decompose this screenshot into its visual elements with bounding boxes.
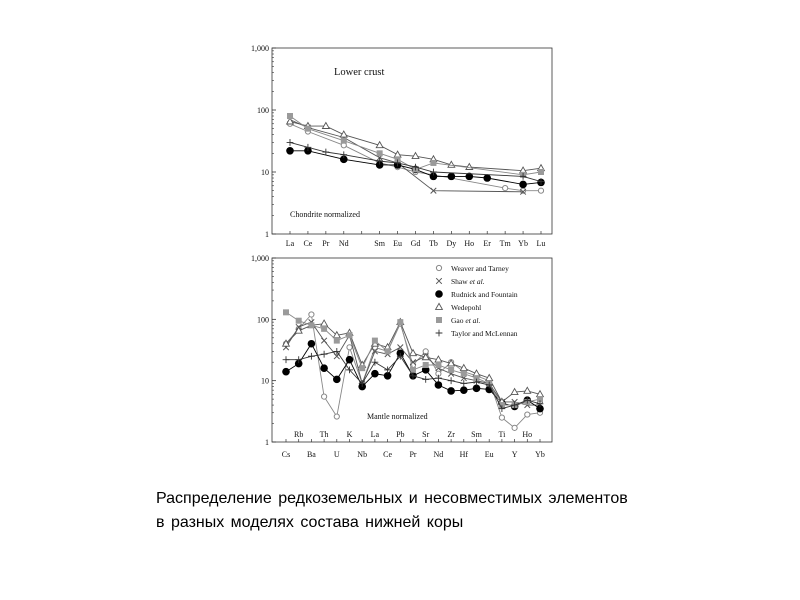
x-tick-label: Ba bbox=[306, 450, 316, 459]
data-point-shaw-et-al bbox=[321, 338, 327, 344]
data-point-gao-et-al bbox=[283, 309, 289, 315]
x-tick-label: Tm bbox=[499, 239, 511, 248]
x-tick-label: Tb bbox=[428, 239, 438, 248]
data-point-wedepohl bbox=[410, 350, 417, 356]
x-tick-label: Th bbox=[319, 430, 329, 439]
data-point-rudnick-and-fountain bbox=[448, 173, 456, 181]
x-tick-label: Rb bbox=[294, 430, 304, 439]
data-point-rudnick-and-fountain bbox=[460, 386, 468, 394]
data-point-taylor-and-mclennan bbox=[308, 353, 315, 360]
x-tick-label: Ho bbox=[522, 430, 533, 439]
data-point-weaver-and-tarney bbox=[499, 415, 504, 420]
y-tick-label: 100 bbox=[257, 315, 269, 325]
x-tick-label: Pr bbox=[409, 450, 417, 459]
x-tick-label: K bbox=[346, 430, 353, 439]
data-point-rudnick-and-fountain bbox=[286, 147, 294, 155]
series-line-taylor-and-mclennan bbox=[290, 142, 541, 181]
plot-frame bbox=[272, 48, 552, 234]
data-point-rudnick-and-fountain bbox=[320, 364, 328, 372]
data-point-gao-et-al bbox=[423, 362, 429, 368]
figure-caption bbox=[156, 487, 756, 535]
y-tick-label: 10 bbox=[261, 376, 269, 386]
data-point-gao-et-al bbox=[308, 322, 314, 328]
data-point-wedepohl bbox=[321, 320, 328, 326]
x-tick-label: Nd bbox=[433, 450, 444, 459]
data-point-rudnick-and-fountain bbox=[282, 368, 290, 376]
data-point-taylor-and-mclennan bbox=[372, 359, 379, 366]
data-point-weaver-and-tarney bbox=[503, 185, 508, 190]
x-tick-label: Pb bbox=[396, 430, 405, 439]
data-point-weaver-and-tarney bbox=[334, 414, 339, 419]
x-tick-label: Ce bbox=[303, 239, 313, 248]
data-point-gao-et-al bbox=[334, 338, 340, 344]
x-tick-label: La bbox=[285, 239, 295, 248]
data-point-gao-et-al bbox=[461, 371, 467, 377]
legend-marker-shaw-et-al bbox=[436, 278, 442, 284]
x-tick-label: U bbox=[333, 450, 340, 459]
data-point-gao-et-al bbox=[296, 318, 302, 324]
legend-marker-wedepohl bbox=[436, 303, 443, 309]
lower-crust-chondrite-chart bbox=[251, 44, 552, 248]
x-tick-label: Cs bbox=[281, 450, 291, 459]
data-point-weaver-and-tarney bbox=[525, 412, 530, 417]
x-tick-label: Sr bbox=[422, 430, 430, 439]
data-point-gao-et-al bbox=[385, 348, 391, 354]
data-point-rudnick-and-fountain bbox=[473, 385, 481, 393]
y-tick-label: 10 bbox=[261, 168, 269, 177]
data-point-rudnick-and-fountain bbox=[483, 174, 491, 182]
data-point-gao-et-al bbox=[448, 367, 454, 373]
x-tick-label: Ti bbox=[498, 430, 506, 439]
data-point-rudnick-and-fountain bbox=[346, 356, 354, 364]
mantle-normalized-chart bbox=[251, 254, 552, 459]
chart-title: Lower crust bbox=[334, 67, 385, 78]
data-point-weaver-and-tarney bbox=[347, 345, 352, 350]
data-point-gao-et-al bbox=[359, 365, 365, 371]
y-tick-label: 1,000 bbox=[251, 44, 269, 53]
data-point-taylor-and-mclennan bbox=[283, 356, 290, 363]
x-tick-label: Eu bbox=[484, 450, 494, 459]
y-tick-label: 1 bbox=[265, 438, 269, 447]
data-point-gao-et-al bbox=[538, 169, 544, 175]
x-tick-label: Yb bbox=[535, 450, 545, 459]
data-point-weaver-and-tarney bbox=[309, 312, 314, 317]
data-point-gao-et-al bbox=[377, 150, 383, 156]
data-point-gao-et-al bbox=[435, 362, 441, 368]
data-point-taylor-and-mclennan bbox=[321, 351, 328, 358]
data-point-taylor-and-mclennan bbox=[448, 377, 455, 384]
legend-label: Shaw et al. bbox=[451, 277, 485, 286]
data-point-gao-et-al bbox=[321, 326, 327, 332]
data-point-wedepohl bbox=[524, 387, 531, 393]
data-point-rudnick-and-fountain bbox=[308, 340, 316, 348]
x-tick-label: Nb bbox=[357, 450, 368, 459]
data-point-taylor-and-mclennan bbox=[287, 139, 294, 146]
legend-label: Wedepohl bbox=[451, 303, 482, 312]
data-point-wedepohl bbox=[322, 122, 329, 128]
x-tick-label: Hf bbox=[459, 450, 469, 459]
data-point-gao-et-al bbox=[372, 338, 378, 344]
data-point-gao-et-al bbox=[430, 160, 436, 166]
data-point-rudnick-and-fountain bbox=[435, 381, 443, 389]
data-point-wedepohl bbox=[340, 131, 347, 137]
x-tick-label: Pr bbox=[322, 239, 330, 248]
x-tick-label: Ce bbox=[383, 450, 393, 459]
caption-line-1: Распределение редкоземельных и несовместимых элементов bbox=[156, 490, 628, 507]
data-point-gao-et-al bbox=[347, 332, 353, 338]
data-point-weaver-and-tarney bbox=[538, 188, 543, 193]
caption-line-2: в разных моделях состава нижней коры bbox=[156, 514, 464, 531]
series-line-wedepohl bbox=[290, 122, 541, 171]
data-point-taylor-and-mclennan bbox=[422, 376, 429, 383]
x-tick-label: Y bbox=[511, 450, 518, 459]
legend-label: Taylor and McLennan bbox=[451, 329, 518, 338]
x-tick-label: La bbox=[370, 430, 380, 439]
data-point-weaver-and-tarney bbox=[512, 425, 517, 430]
x-tick-label: Sm bbox=[374, 239, 385, 248]
legend-label: Weaver and Tarney bbox=[451, 264, 509, 273]
data-point-gao-et-al bbox=[341, 138, 347, 144]
normalization-label: Mantle normalized bbox=[367, 412, 428, 421]
x-tick-label: Er bbox=[483, 239, 491, 248]
x-tick-label: Nd bbox=[338, 239, 349, 248]
y-tick-label: 100 bbox=[257, 106, 269, 115]
data-point-gao-et-al bbox=[287, 113, 293, 119]
x-tick-label: Gd bbox=[410, 239, 421, 248]
legend-marker-rudnick-and-fountain bbox=[435, 290, 443, 298]
data-point-weaver-and-tarney bbox=[322, 394, 327, 399]
data-point-weaver-and-tarney bbox=[520, 188, 525, 193]
legend-marker-taylor-and-mclennan bbox=[436, 330, 443, 337]
x-tick-label: Eu bbox=[393, 239, 403, 248]
x-tick-label: Zr bbox=[447, 430, 455, 439]
data-point-wedepohl bbox=[394, 151, 401, 157]
x-tick-label: Lu bbox=[536, 239, 546, 248]
data-point-taylor-and-mclennan bbox=[435, 375, 442, 382]
data-point-gao-et-al bbox=[397, 319, 403, 325]
x-tick-label: Dy bbox=[446, 239, 457, 248]
data-point-gao-et-al bbox=[305, 126, 311, 132]
y-tick-label: 1,000 bbox=[251, 254, 269, 263]
x-tick-label: Sm bbox=[471, 430, 482, 439]
x-tick-label: Ho bbox=[464, 239, 475, 248]
normalization-label: Chondrite normalized bbox=[290, 210, 360, 219]
x-tick-label: Yb bbox=[518, 239, 528, 248]
data-point-rudnick-and-fountain bbox=[333, 376, 341, 384]
legend-marker-weaver-and-tarney bbox=[436, 265, 441, 270]
data-point-rudnick-and-fountain bbox=[519, 181, 527, 189]
data-point-rudnick-and-fountain bbox=[371, 370, 379, 378]
legend-marker-gao-et-al bbox=[436, 317, 442, 323]
data-point-rudnick-and-fountain bbox=[447, 387, 455, 395]
legend-label: Rudnick and Fountain bbox=[451, 290, 518, 299]
data-point-shaw-et-al bbox=[398, 344, 404, 350]
legend-label: Gao et al. bbox=[451, 316, 481, 325]
y-tick-label: 1 bbox=[265, 230, 269, 239]
